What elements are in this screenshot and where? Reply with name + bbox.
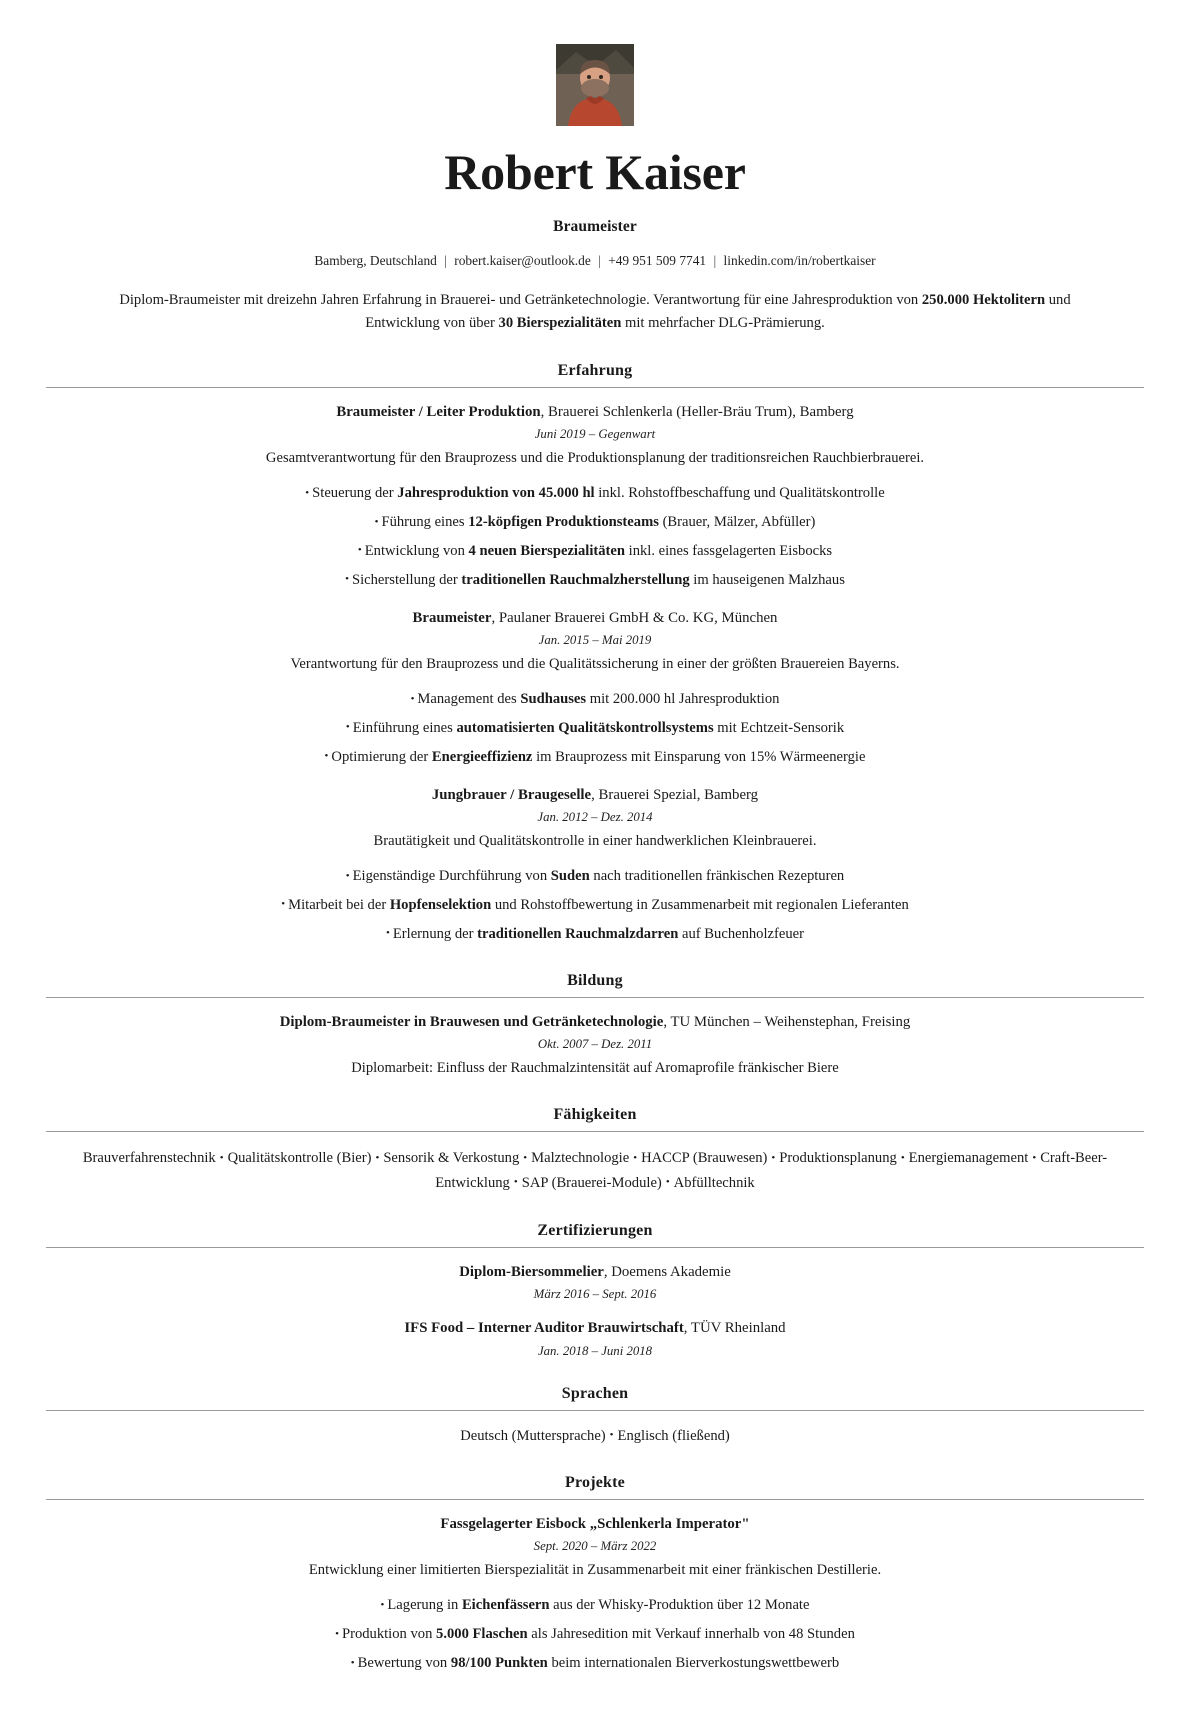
entry-bullet-list (46, 1595, 1144, 1675)
section-divider (46, 1131, 1144, 1132)
entry-bullet-list (46, 689, 1144, 769)
entry-role: Diplom-Biersommelier (459, 1263, 604, 1280)
page-title: Robert Kaiser (444, 144, 746, 200)
entry-description: Gesamtverantwortung für den Brauprozess und die Produktionsplanung der traditionsreichen Rauchbierbrauerei. (265, 450, 925, 467)
entry-heading (46, 1514, 1144, 1535)
languages-list (46, 1425, 1144, 1448)
entry-heading (46, 402, 1144, 423)
plain-text: Führung eines (381, 514, 469, 531)
bullet-point-icon: • (345, 721, 350, 734)
plain-text: Erlernung der (392, 925, 478, 942)
entry-heading (46, 1012, 1144, 1033)
plain-text: als Jahresedition mit Verkauf innerhalb von 48 Stunden (527, 1626, 855, 1643)
contact-location: Bamberg, Deutschland (314, 252, 437, 268)
contact-line (46, 253, 1144, 269)
bullet-item (46, 866, 1144, 888)
plain-text: inkl. Rohstoffbeschaffung und Qualitätskontrolle (594, 485, 885, 502)
emphasis-text: Hopfenselektion (389, 896, 492, 913)
section-divider (46, 1410, 1144, 1411)
resume-header (46, 44, 1144, 336)
entry-organization: , Doemens Akademie (603, 1263, 731, 1280)
bullet-separator-icon: • (771, 1151, 776, 1164)
bullet-item (46, 1653, 1144, 1675)
resume-entry (46, 1012, 1144, 1080)
entry-dates: Juni 2019 – Gegenwart (534, 427, 656, 442)
plain-text: Management des (417, 691, 521, 708)
contact-linkedin[interactable]: linkedin.com/in/robertkaiser (723, 252, 876, 268)
emphasis-text: Sudhauses (520, 691, 587, 708)
bullet-point-icon: • (281, 898, 286, 911)
resume-entry (46, 785, 1144, 946)
plain-text: Sicherstellung der (351, 571, 462, 588)
plain-text: mit 200.000 hl Jahresproduktion (586, 691, 780, 708)
plain-text: Lagerung in (387, 1597, 462, 1614)
job-title: Braumeister (553, 217, 637, 235)
education-entries (46, 1012, 1144, 1080)
bullet-item (46, 1595, 1144, 1617)
plain-text: Steuerung der (312, 485, 398, 502)
entry-organization: , TÜV Rheinland (683, 1320, 786, 1337)
list-item: Qualitätskontrolle (Bier) (227, 1150, 372, 1167)
list-item: Abfülltechnik (673, 1174, 755, 1191)
emphasis-text: Eichenfässern (461, 1597, 550, 1614)
entry-organization: , Brauerei Spezial, Bamberg (591, 786, 759, 803)
plain-text: (Brauer, Mälzer, Abfüller) (658, 514, 816, 531)
entry-description: Brautätigkeit und Qualitätskontrolle in einer handwerklichen Kleinbrauerei. (373, 833, 817, 850)
plain-text: Eigenständige Durchführung von (352, 868, 551, 885)
entry-description: Diplomarbeit: Einfluss der Rauchmalzintensität auf Aromaprofile fränkischer Biere (351, 1060, 839, 1077)
section-skills (46, 1106, 1144, 1196)
plain-text: beim internationalen Bierverkostungswettbewerb (547, 1655, 840, 1672)
emphasis-text: 98/100 Punkten (450, 1655, 548, 1672)
bullet-point-icon: • (335, 1627, 339, 1640)
section-title-languages: Sprachen (561, 1384, 629, 1402)
contact-email[interactable]: robert.kaiser@outlook.de (454, 252, 591, 268)
bullet-point-icon: • (380, 1598, 385, 1611)
bullet-separator-icon: • (523, 1151, 528, 1164)
plain-text: und Rohstoffbewertung in Zusammenarbeit mit regionalen Lieferanten (491, 896, 909, 913)
entry-organization: , Paulaner Brauerei GmbH & Co. KG, München (491, 609, 778, 626)
emphasis-text: 12-köpfigen Produktionsteams (468, 514, 659, 531)
entry-heading (46, 608, 1144, 629)
plain-text: Mitarbeit bei der (288, 896, 390, 913)
bullet-point-icon: • (345, 869, 350, 882)
list-item: Energiemanagement (908, 1150, 1029, 1167)
section-title-skills: Fähigkeiten (553, 1106, 637, 1124)
contact-separator: | (713, 252, 717, 268)
contact-phone[interactable]: +49 951 509 7741 (608, 252, 707, 268)
section-education (46, 972, 1144, 1080)
bullet-point-icon: • (410, 692, 415, 705)
bullet-item (46, 1624, 1144, 1646)
bullet-item (46, 718, 1144, 740)
plain-text: Entwicklung von (364, 542, 469, 559)
bullet-item (46, 747, 1144, 769)
section-divider (46, 1247, 1144, 1248)
emphasis-text: 5.000 Flaschen (436, 1626, 528, 1643)
bullet-separator-icon: • (375, 1151, 380, 1164)
list-item: Malztechnologie (531, 1150, 630, 1167)
list-item: Sensorik & Verkostung (383, 1150, 520, 1167)
entry-role: Braumeister (412, 609, 492, 626)
bullet-item (46, 895, 1144, 917)
entry-description: Entwicklung einer limitierten Bierspezialität in Zusammenarbeit mit einer fränkischen Destillerie. (308, 1562, 882, 1579)
resume-entry (46, 608, 1144, 769)
bullet-item (46, 924, 1144, 946)
list-item: Craft-Beer-Entwicklung (435, 1150, 1108, 1191)
entry-role: IFS Food – Interner Auditor Brauwirtschaft (404, 1320, 684, 1337)
section-certifications (46, 1222, 1144, 1359)
contact-separator: | (444, 252, 447, 268)
entry-organization: , Brauerei Schlenkerla (Heller-Bräu Trum), Bamberg (540, 403, 854, 420)
section-experience (46, 362, 1144, 946)
plain-text: nach traditionellen fränkischen Rezepturen (589, 868, 845, 885)
bullet-point-icon: • (374, 515, 379, 528)
bullet-separator-icon: • (219, 1151, 224, 1164)
bullet-separator-icon: • (1032, 1151, 1037, 1164)
section-divider (46, 387, 1144, 388)
bullet-separator-icon: • (665, 1176, 670, 1189)
section-title-experience: Erfahrung (557, 361, 633, 379)
section-divider (46, 1499, 1144, 1500)
bullet-item (46, 483, 1144, 505)
plain-text: mit mehrfacher DLG-Prämierung. (621, 315, 825, 332)
entry-heading (46, 1262, 1144, 1283)
avatar (556, 44, 634, 126)
resume-entry (46, 1262, 1144, 1302)
entry-description: Verantwortung für den Brauprozess und die Qualitätssicherung in einer der größten Brauereien Bayerns. (290, 656, 900, 673)
bullet-separator-icon: • (900, 1151, 905, 1164)
entry-bullet-list (46, 866, 1144, 946)
plain-text: aus der Whisky-Produktion über 12 Monate (549, 1597, 810, 1614)
plain-text: im Brauprozess mit Einsparung von 15% Wärmeenergie (532, 748, 866, 765)
resume-entry (46, 1514, 1144, 1675)
bullet-point-icon: • (350, 1656, 355, 1669)
plain-text: Einführung eines (352, 719, 457, 736)
entry-role: Diplom-Braumeister in Brauwesen und Getränketechnologie (279, 1013, 664, 1030)
plain-text: im hauseigenen Malzhaus (689, 571, 845, 588)
section-projects (46, 1474, 1144, 1675)
bullet-point-icon: • (357, 544, 362, 557)
plain-text: Produktion von (341, 1626, 437, 1643)
plain-text: Optimierung der (331, 748, 432, 765)
skills-list (65, 1146, 1125, 1196)
entry-heading (46, 1318, 1144, 1339)
entry-dates: Jan. 2018 – Juni 2018 (537, 1343, 653, 1358)
bullet-item (46, 570, 1144, 592)
resume-entry (46, 1318, 1144, 1358)
section-title-certifications: Zertifizierungen (537, 1221, 653, 1239)
plain-text: mit Echtzeit-Sensorik (713, 719, 845, 736)
plain-text: Bewertung von (357, 1655, 451, 1672)
bullet-point-icon: • (324, 750, 329, 763)
bullet-point-icon: • (386, 927, 390, 940)
plain-text: und Entwicklung von über (365, 291, 1071, 332)
entry-dates: März 2016 – Sept. 2016 (533, 1287, 657, 1302)
list-item: SAP (Brauerei-Module) (521, 1174, 662, 1191)
list-item: Brauverfahrenstechnik (82, 1150, 216, 1167)
emphasis-text: 250.000 Hektolitern (921, 291, 1046, 308)
entry-dates: Sept. 2020 – März 2022 (533, 1539, 657, 1554)
bullet-item (46, 541, 1144, 563)
bullet-point-icon: • (345, 573, 349, 586)
emphasis-text: traditionellen Rauchmalzherstellung (461, 571, 690, 588)
plain-text: auf Buchenholzfeuer (678, 925, 804, 942)
entry-role: Jungbrauer / Braugeselle (431, 786, 592, 803)
emphasis-text: automatisierten Qualitätskontrollsystems (456, 719, 714, 736)
entry-dates: Okt. 2007 – Dez. 2011 (537, 1037, 653, 1052)
emphasis-text: traditionellen Rauchmalzdarren (477, 925, 679, 942)
contact-separator: | (598, 252, 601, 268)
list-item: Englisch (fließend) (617, 1427, 730, 1444)
emphasis-text: Jahresproduktion von 45.000 hl (397, 485, 595, 502)
bullet-separator-icon: • (633, 1151, 638, 1164)
project-entries (46, 1514, 1144, 1675)
resume-entry (46, 402, 1144, 592)
bullet-item (46, 512, 1144, 534)
entry-organization: , TU München – Weihenstephan, Freising (663, 1013, 911, 1030)
section-title-education: Bildung (567, 971, 623, 989)
experience-entries (46, 402, 1144, 946)
bullet-separator-icon: • (609, 1429, 614, 1442)
plain-text: inkl. eines fassgelagerten Eisbocks (625, 542, 833, 559)
list-item: Deutsch (Muttersprache) (460, 1427, 606, 1444)
entry-bullet-list (46, 483, 1144, 592)
entry-heading (46, 785, 1144, 806)
emphasis-text: Energieeffizienz (431, 748, 533, 765)
bullet-point-icon: • (305, 486, 310, 499)
section-divider (46, 997, 1144, 998)
entry-dates: Jan. 2015 – Mai 2019 (538, 633, 652, 648)
plain-text: Diplom-Braumeister mit dreizehn Jahren Erfahrung in Brauerei- und Getränketechnologie. Verantwortung für eine Jahresproduktion von (119, 291, 922, 308)
list-item: HACCP (Brauwesen) (641, 1150, 768, 1167)
entry-role: Fassgelagerter Eisbock „Schlenkerla Imperator" (440, 1515, 750, 1532)
list-item: Produktionsplanung (779, 1150, 897, 1167)
section-title-projects: Projekte (565, 1473, 625, 1491)
bullet-separator-icon: • (513, 1176, 518, 1189)
entry-role: Braumeister / Leiter Produktion (336, 403, 541, 420)
certification-entries (46, 1262, 1144, 1359)
emphasis-text: Suden (550, 868, 590, 885)
bullet-item (46, 689, 1144, 711)
professional-summary (95, 289, 1095, 336)
entry-dates: Jan. 2012 – Dez. 2014 (537, 810, 653, 825)
emphasis-text: 30 Bierspezialitäten (498, 315, 622, 332)
emphasis-text: 4 neuen Bierspezialitäten (468, 542, 625, 559)
section-languages (46, 1385, 1144, 1448)
